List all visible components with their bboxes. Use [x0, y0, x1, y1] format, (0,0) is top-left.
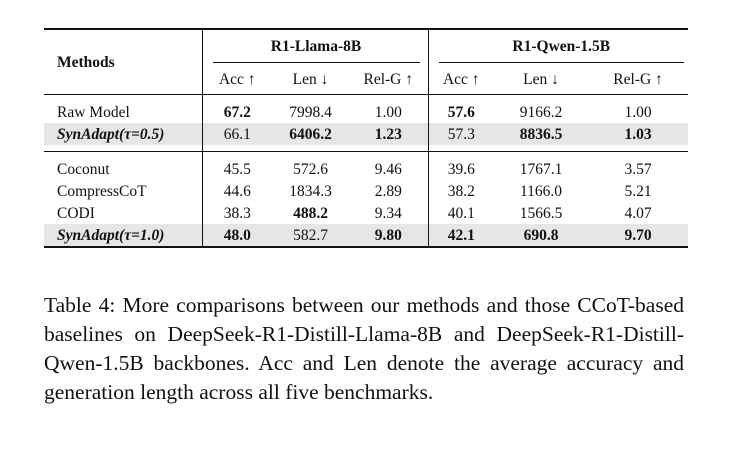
row-method: SynAdapt(τ=1.0) — [44, 224, 202, 247]
group-header-llama — [202, 29, 428, 64]
methods-header: Methods — [57, 53, 115, 71]
table-cell: 66.1 — [202, 123, 272, 145]
table-row-highlighted — [44, 224, 688, 247]
table-cell: 9.34 — [374, 204, 402, 222]
table-cell: 7998.4 — [289, 103, 332, 121]
col-header-relg-llama: Rel-G ↑ — [363, 70, 414, 88]
table-cell: 690.8 — [494, 224, 588, 247]
header-row-groups — [44, 29, 688, 64]
table-cell: 1.00 — [624, 103, 652, 121]
table-row — [44, 202, 688, 224]
group-header-qwen — [428, 29, 688, 64]
table-cell: 5.21 — [624, 182, 652, 200]
table-cell: 1566.5 — [519, 204, 563, 222]
table-row — [44, 180, 688, 202]
table-cell: 572.6 — [293, 160, 328, 178]
table-cell: 9.46 — [374, 160, 402, 178]
table-cell: 45.5 — [202, 158, 272, 180]
table-cell: 1166.0 — [519, 182, 563, 200]
table-cell: 67.2 — [202, 101, 272, 123]
group-header-llama-label: R1-Llama-8B — [213, 31, 420, 63]
col-header-len-llama: Len ↓ — [292, 70, 329, 88]
table-cell: 9166.2 — [519, 103, 563, 121]
table-cell: 3.57 — [624, 160, 652, 178]
table-cell: 40.1 — [428, 202, 494, 224]
table-cell: 39.6 — [428, 158, 494, 180]
row-method: SynAdapt(τ=0.5) — [44, 123, 202, 145]
table-cell: 2.89 — [374, 182, 402, 200]
table-cell: 1767.1 — [519, 160, 563, 178]
row-method: CompressCoT — [57, 182, 147, 200]
col-header-acc-qwen: Acc ↑ — [428, 64, 494, 95]
table-cell: 44.6 — [202, 180, 272, 202]
table-row — [44, 101, 688, 123]
table-cell: 9.70 — [588, 224, 688, 247]
table-cell: 38.3 — [202, 202, 272, 224]
table-cell: 488.2 — [293, 204, 328, 222]
table-cell: 6406.2 — [272, 123, 349, 145]
table-cell: 42.1 — [428, 224, 494, 247]
row-method: Coconut — [57, 160, 110, 178]
col-header-relg-qwen: Rel-G ↑ — [613, 70, 663, 88]
group-header-qwen-label: R1-Qwen-1.5B — [439, 31, 685, 63]
table-cell: 38.2 — [428, 180, 494, 202]
table-cell: 1.23 — [349, 123, 428, 145]
table-cell: 1.03 — [588, 123, 688, 145]
table-cell: 1834.3 — [289, 182, 332, 200]
table-cell: 582.7 — [272, 224, 349, 247]
results-table-container — [44, 28, 688, 248]
table-cell: 8836.5 — [494, 123, 588, 145]
table-cell: 48.0 — [202, 224, 272, 247]
table-row — [44, 158, 688, 180]
table-cell: 1.00 — [374, 103, 402, 121]
table-cell: 57.6 — [428, 101, 494, 123]
results-table — [44, 28, 688, 248]
row-method: CODI — [57, 204, 95, 222]
table-row-highlighted — [44, 123, 688, 145]
col-header-acc-llama: Acc ↑ — [202, 64, 272, 95]
row-method: Raw Model — [57, 103, 130, 121]
table-cell: 9.80 — [349, 224, 428, 247]
col-header-len-qwen: Len ↓ — [523, 70, 559, 88]
table-cell: 4.07 — [624, 204, 652, 222]
table-cell: 57.3 — [428, 123, 494, 145]
table-caption: Table 4: More comparisons between our methods and those CCoT-based baselines on DeepSeek-R1-Distill-Llama-8B and DeepSeek-R1-Distill-Qwen-1.5B backbones. Acc and Len denote the average accuracy and generation length across all five benchmarks. — [44, 293, 684, 404]
